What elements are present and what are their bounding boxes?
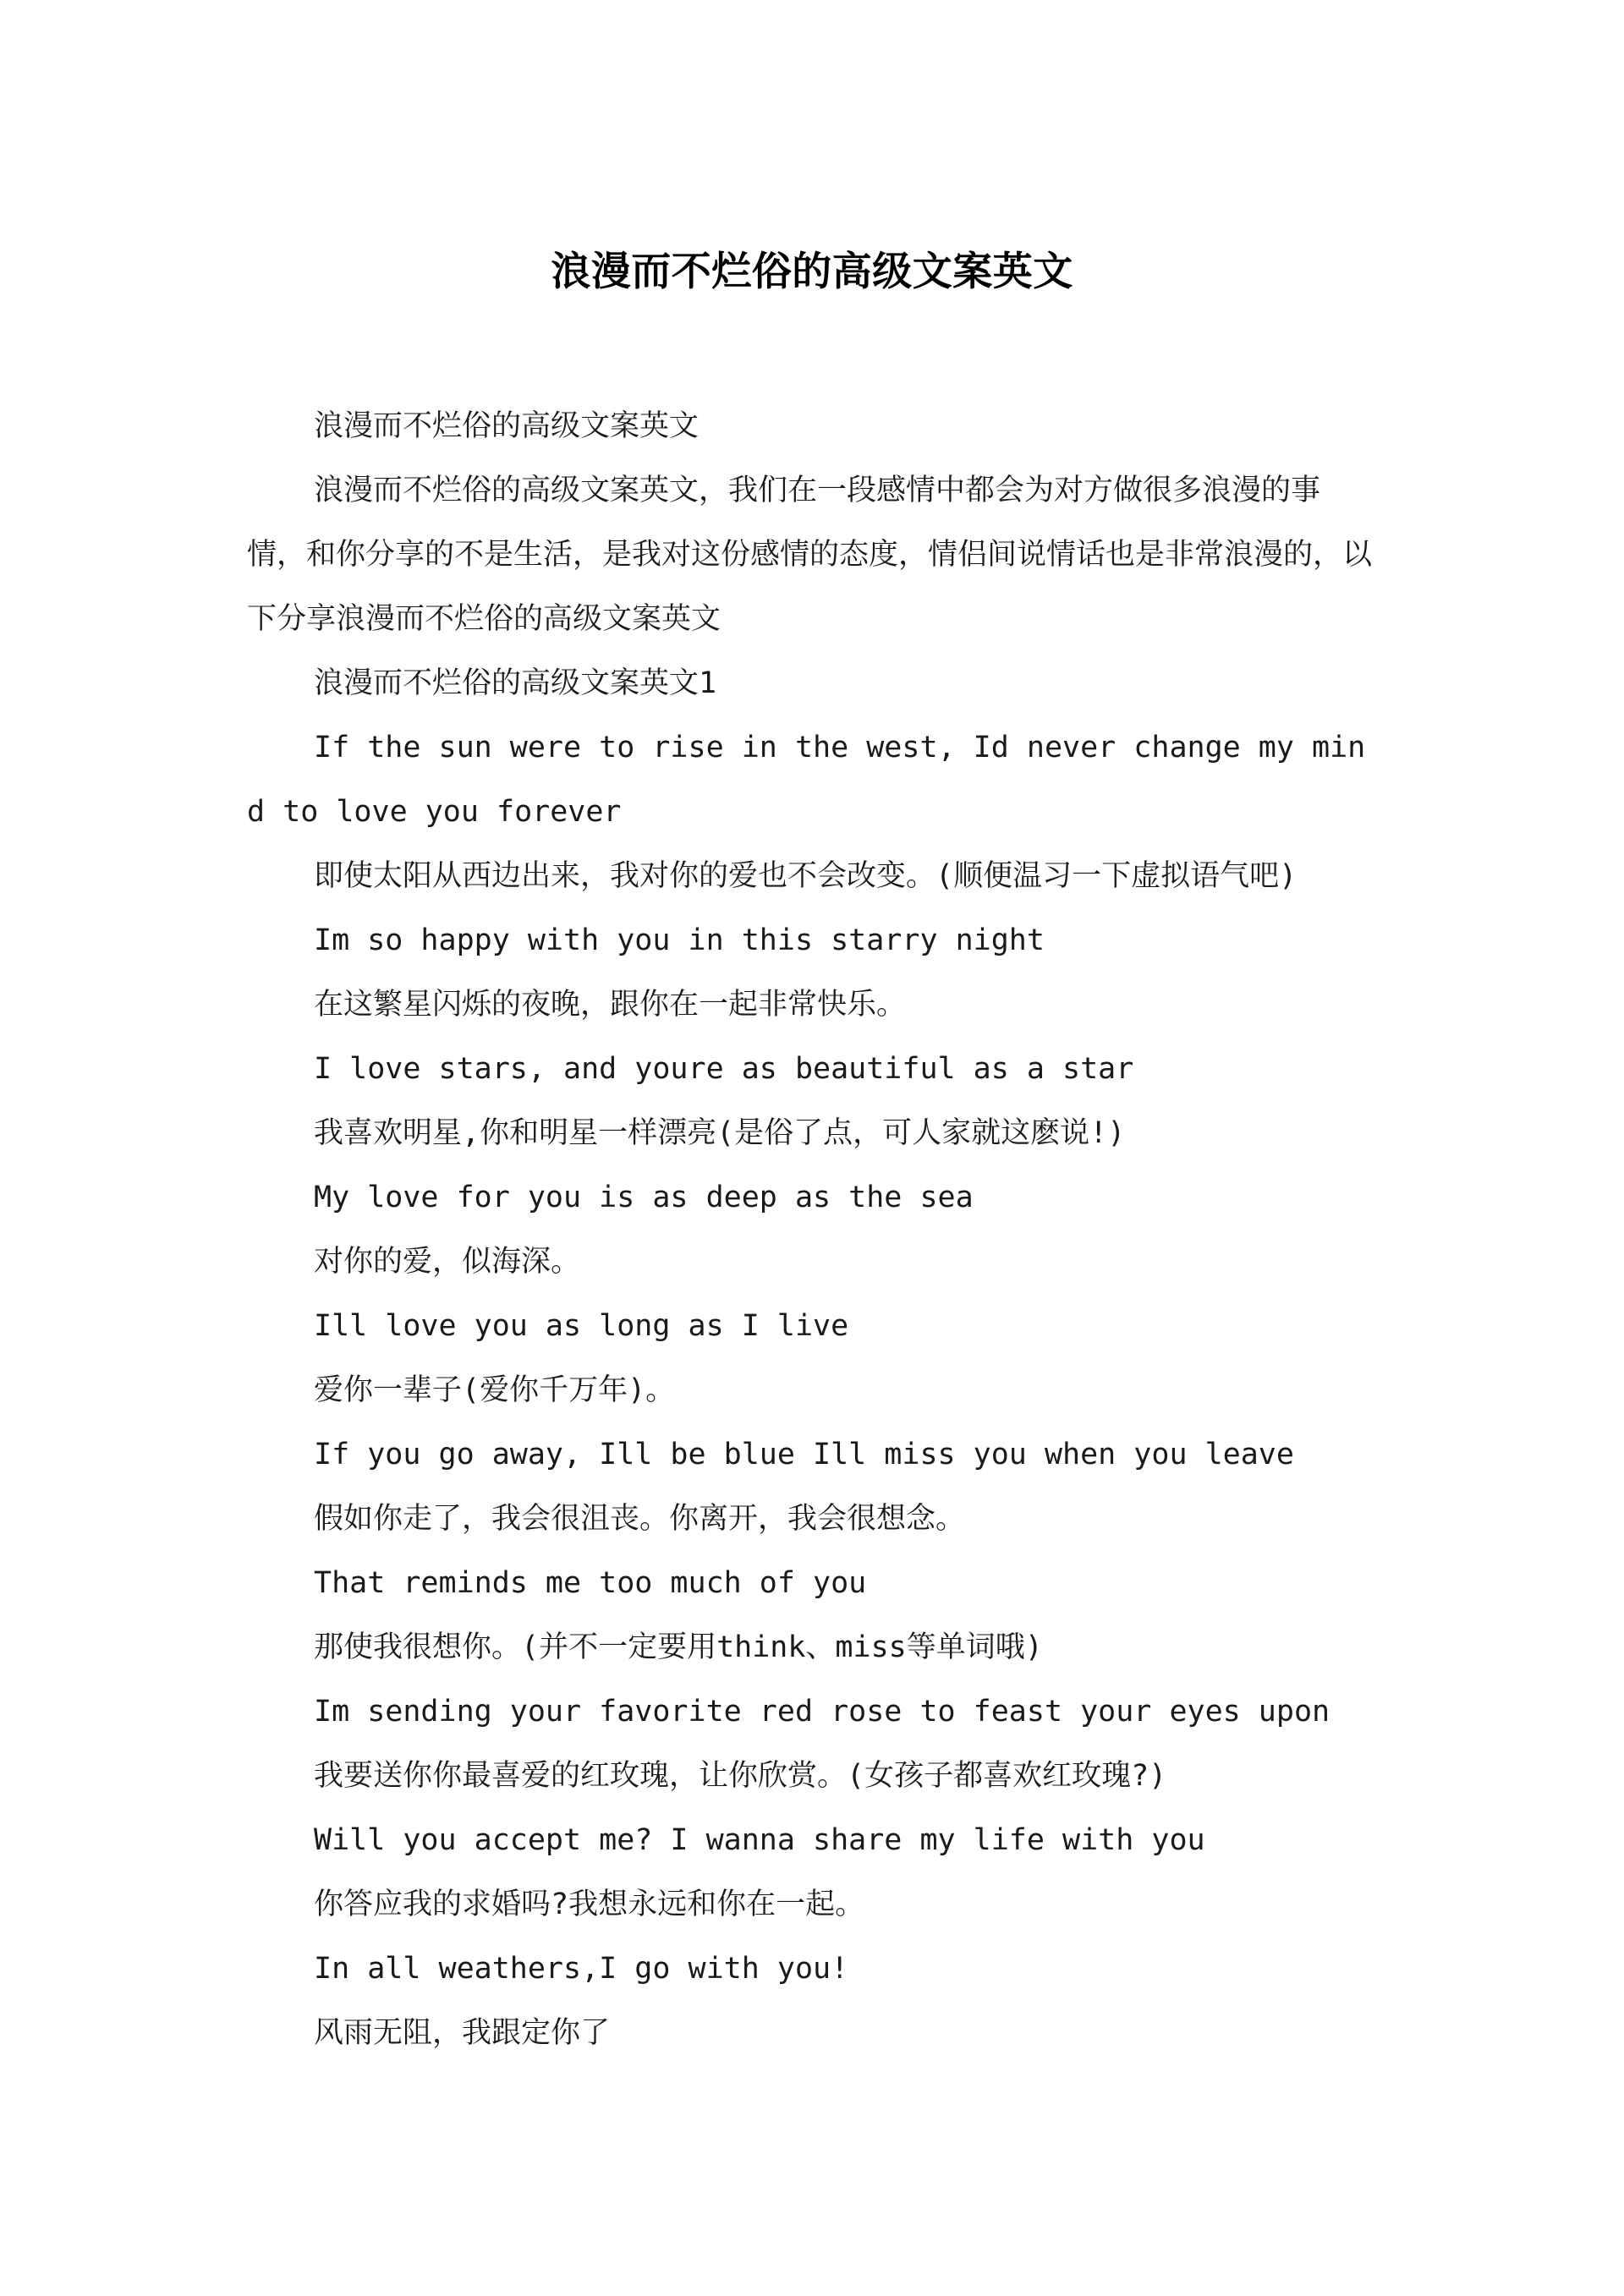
paragraph-english-line: If the sun were to rise in the west, Id never change my mind to love you forever <box>247 731 1366 829</box>
paragraph-chinese-line: 对你的爱，似海深。 <box>314 1245 581 1279</box>
paragraph-heading: 浪漫而不烂俗的高级文案英文 <box>314 409 700 443</box>
paragraph-chinese-line: 爱你一辈子(爱你千万年)。 <box>314 1373 676 1407</box>
paragraph-chinese-line: 你答应我的求婚吗?我想永远和你在一起。 <box>314 1888 865 1921</box>
paragraph-english-line: Will you accept me? I wanna share my life with you <box>314 1823 1205 1857</box>
paragraph-chinese-line: 在这繁星闪烁的夜晚，跟你在一起非常快乐。 <box>314 988 907 1022</box>
document-title: 浪漫而不烂俗的高级文案英文 <box>551 249 1073 295</box>
paragraph-english-line: That reminds me too much of you <box>314 1566 867 1600</box>
paragraph-chinese-line: 我要送你你最喜爱的红玫瑰，让你欣赏。(女孩子都喜欢红玫瑰?) <box>314 1759 1167 1793</box>
paragraph-chinese-line: 我喜欢明星,你和明星一样漂亮(是俗了点，可人家就这麽说!) <box>314 1116 1126 1150</box>
paragraph-english-line: In all weathers,I go with you! <box>314 1952 849 1986</box>
paragraph-intro: 浪漫而不烂俗的高级文案英文，我们在一段感情中都会为对方做很多浪漫的事情，和你分享的不是生活，是我对这份感情的态度，情侣间说情话也是非常浪漫的，以下分享浪漫而不烂俗的高级文案英文 <box>247 474 1373 636</box>
paragraph-chinese-line: 即使太阳从西边出来，我对你的爱也不会改变。(顺便温习一下虚拟语气吧) <box>314 859 1298 893</box>
paragraph-english-line: Ill love you as long as I live <box>314 1309 849 1343</box>
paragraph-section-heading: 浪漫而不烂俗的高级文案英文1 <box>314 666 717 700</box>
paragraph-english-line: I love stars, and youre as beautiful as a star <box>314 1052 1134 1086</box>
paragraph-chinese-line: 风雨无阻，我跟定你了 <box>314 2016 611 2050</box>
document-body <box>247 394 1372 2065</box>
paragraph-english-line: Im sending your favorite red rose to feast your eyes upon <box>314 1695 1330 1729</box>
paragraph-english-line: My love for you is as deep as the sea <box>314 1181 974 1214</box>
paragraph-chinese-line: 那使我很想你。(并不一定要用think、miss等单词哦) <box>314 1630 1043 1664</box>
paragraph-chinese-line: 假如你走了，我会很沮丧。你离开，我会很想念。 <box>314 1502 966 1536</box>
paragraph-english-line: If you go away, Ill be blue Ill miss you when you leave <box>314 1438 1294 1471</box>
paragraph-english-line: Im so happy with you in this starry night <box>314 923 1045 957</box>
